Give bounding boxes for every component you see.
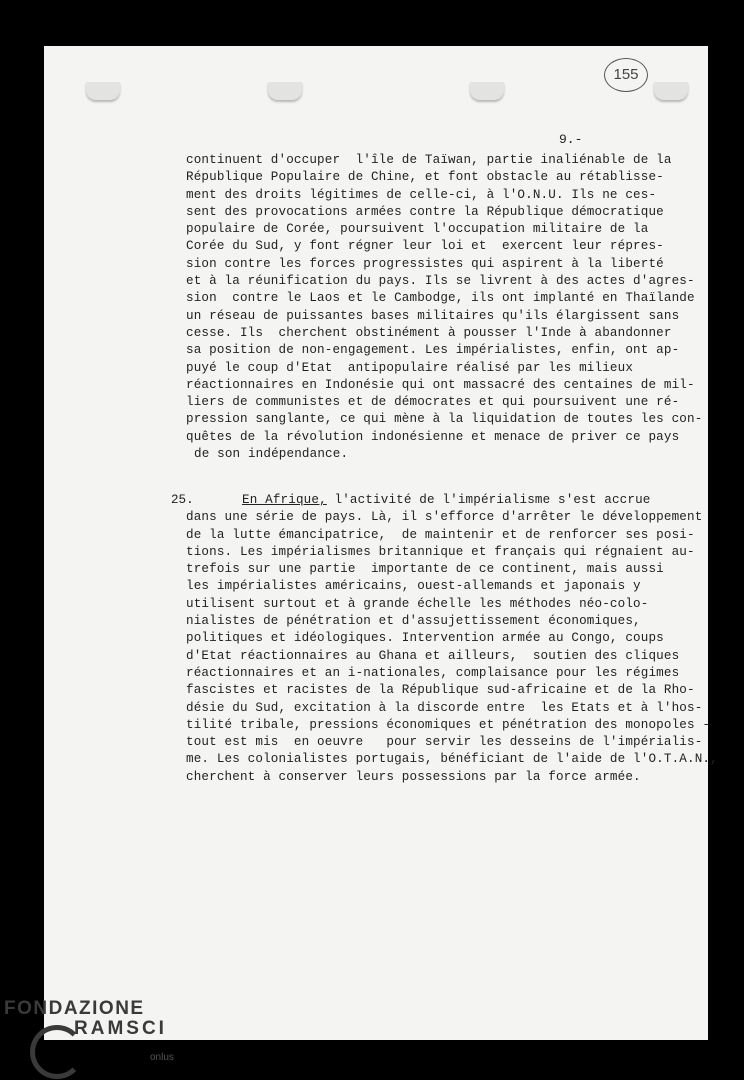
text-line: et à la réunification du pays. Ils se livrent à des actes d'agres- <box>186 274 695 289</box>
text-line: sion contre le Laos et le Cambodge, ils ont implanté en Thaïlande <box>186 291 695 306</box>
text-line: quêtes de la révolution indonésienne et menace de priver ce pays <box>186 429 680 444</box>
text-line: réactionnaires en Indonésie qui ont massacré des centaines de mil- <box>186 377 695 392</box>
text-line: liers de communistes et de démocrates et qui poursuivent une ré- <box>186 395 680 410</box>
text-line: de son indépendance. <box>194 447 349 462</box>
fold-mark <box>268 82 302 100</box>
text-line: réactionnaires et an i-nationales, complaisance pour les régimes <box>186 665 680 680</box>
text-line: dans une série de pays. Là, il s'efforce d'arrêter le développement <box>186 510 703 525</box>
text-line: les impérialistes américains, ouest-allemands et japonais y <box>186 579 641 594</box>
fold-mark <box>86 82 120 100</box>
text-line: puyé le coup d'Etat antipopulaire réalisé par les milieux <box>186 360 634 375</box>
watermark-subtitle: onlus <box>150 1052 174 1063</box>
text-line: désie du Sud, excitation à la discorde entre les Etats et à l'hos- <box>186 700 703 715</box>
text-line: de la lutte émancipatrice, de maintenir et de renforcer ses posi- <box>186 527 695 542</box>
text-line: tilité tribale, pressions économiques et pénétration des monopoles - <box>186 717 711 732</box>
text-line: populaire de Corée, poursuivent l'occupation militaire de la <box>186 222 649 237</box>
watermark-line: RAMSCI <box>74 1018 167 1039</box>
text-line: sion contre les forces progressistes qui aspirent à la liberté <box>186 256 664 271</box>
text-line: nialistes de pénétration et d'assujettissement économiques, <box>186 614 641 629</box>
fold-mark <box>470 82 504 100</box>
watermark <box>4 998 167 1040</box>
text-line-first <box>186 492 718 509</box>
text-line: utilisent surtout et à grande échelle les méthodes néo-colo- <box>186 596 649 611</box>
text-line: pression sanglante, ce qui mène à la liquidation de toutes les con- <box>186 412 703 427</box>
archive-number-stamp: 155 <box>604 58 648 92</box>
text-line: d'Etat réactionnaires au Ghana et ailleurs, soutien des cliques <box>186 648 680 663</box>
text-line: République Populaire de Chine, et font obstacle au rétablisse- <box>186 170 664 185</box>
text-line: un réseau de puissantes bases militaires qu'ils élargissent sans <box>186 308 680 323</box>
paragraph-2 <box>186 492 718 786</box>
text-line: me. Les colonialistes portugais, bénéficiant de l'aide de l'O.T.A.N., <box>186 752 718 767</box>
text-line: tout est mis en oeuvre pour servir les desseins de l'impérialis- <box>186 735 703 750</box>
text-line: continuent d'occuper l'île de Taïwan, partie inaliénable de la <box>186 153 672 167</box>
text-line: cesse. Ils cherchent obstinément à pousser l'Inde à abandonner <box>186 325 672 340</box>
text-line: sent des provocations armées contre la République démocratique <box>186 204 664 219</box>
section-heading: En Afrique, <box>242 493 327 507</box>
text-line: trefois sur une partie importante de ce continent, mais aussi <box>186 562 664 577</box>
text-segment: l'activité de l'impérialisme s'est accrue <box>326 493 651 507</box>
watermark-line: FONDAZIONE <box>4 998 145 1019</box>
paragraph-1 <box>186 152 702 463</box>
text-line: Corée du Sud, y font régner leur loi et exercent leur répres- <box>186 239 664 254</box>
text-line: sa position de non-engagement. Les impérialistes, enfin, ont ap- <box>186 343 680 358</box>
text-line: cherchent à conserver leurs possessions par la force armée. <box>186 769 641 784</box>
page-number: 9.- <box>559 132 583 147</box>
text-line: fascistes et racistes de la République sud-africaine et de la Rho- <box>186 683 695 698</box>
text-line: tions. Les impérialismes britannique et français qui régnaient au- <box>186 544 695 559</box>
text-line: ment des droits légitimes de celle-ci, à l'O.N.U. Ils ne ces- <box>186 187 657 202</box>
fold-mark <box>654 82 688 100</box>
text-line: politiques et idéologiques. Intervention armée au Congo, coups <box>186 631 664 646</box>
paragraph-number: 25. <box>171 493 194 507</box>
